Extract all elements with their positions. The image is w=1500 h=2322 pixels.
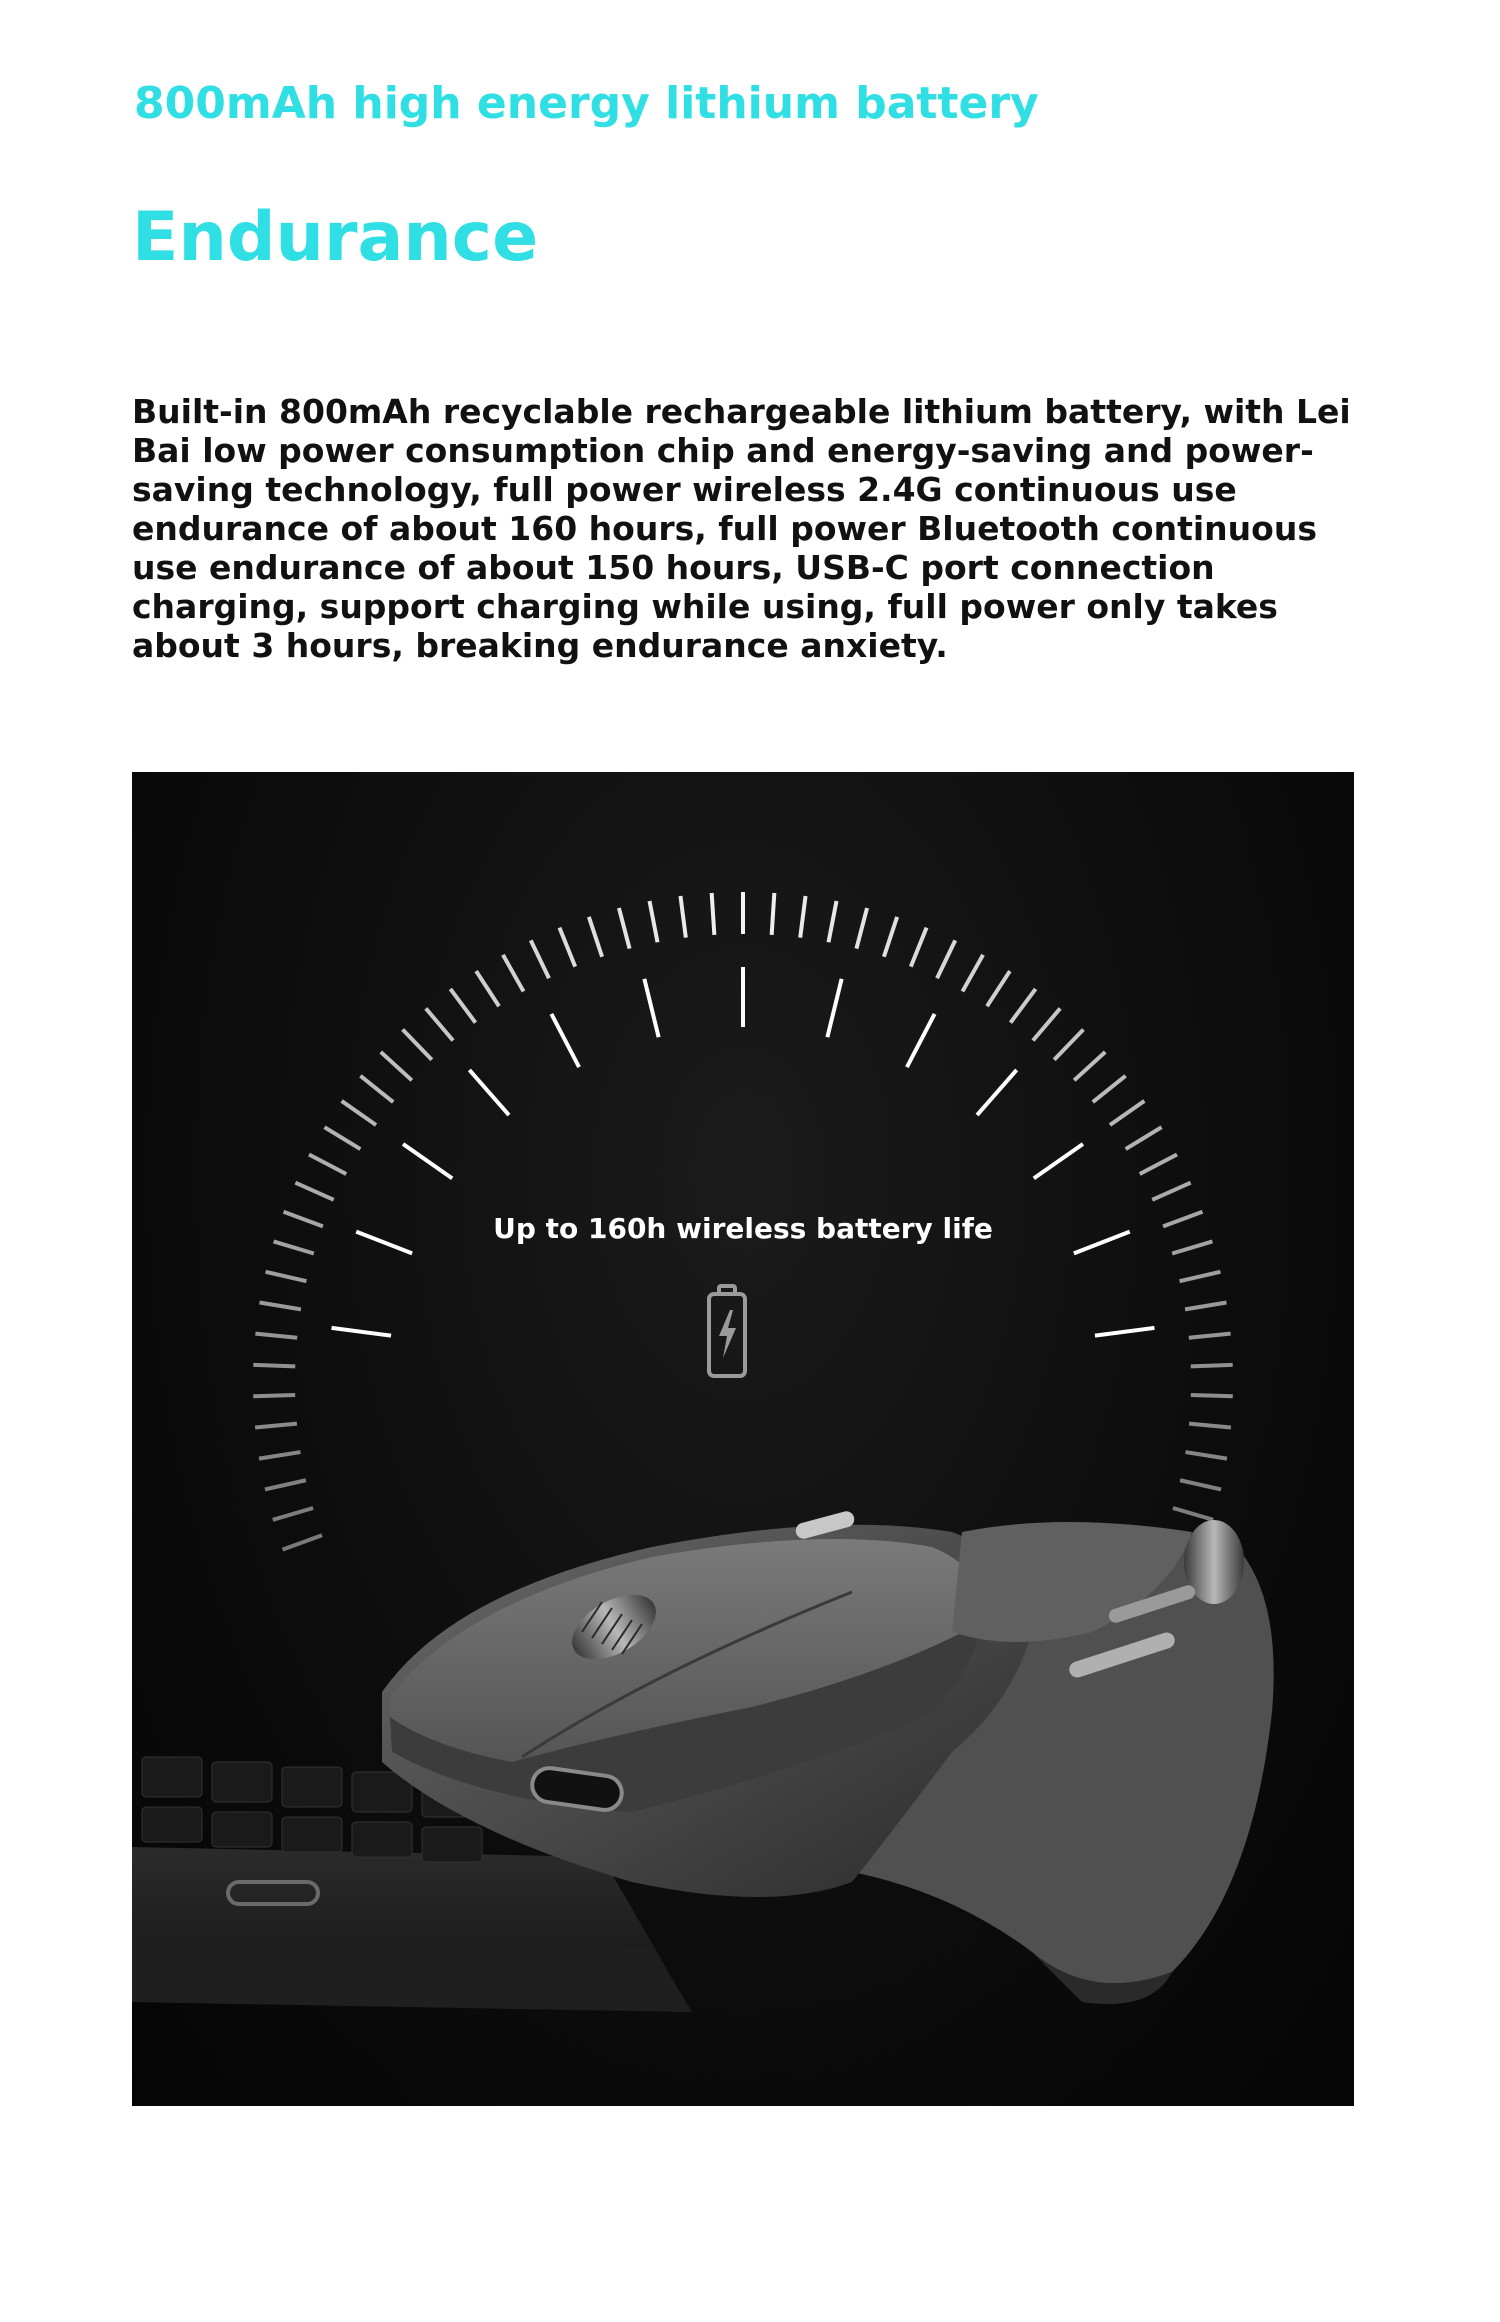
gauge-tick <box>828 901 836 942</box>
gauge-tick <box>937 940 955 978</box>
gauge-tick <box>712 893 715 935</box>
gauge-tick <box>259 1303 300 1310</box>
battery-life-caption: Up to 160h wireless battery life <box>493 1212 993 1245</box>
gauge-tick <box>1180 1480 1221 1489</box>
gauge-tick <box>1180 1272 1221 1281</box>
gauge-tick <box>987 971 1010 1006</box>
gauge-tick <box>884 917 897 957</box>
gauge-tick <box>1074 1052 1105 1080</box>
gauge-tick <box>381 1052 412 1080</box>
gauge-tick <box>342 1101 376 1125</box>
gauge-tick <box>324 1127 360 1149</box>
gauge-tick <box>1173 1508 1213 1520</box>
gauge-tick <box>1033 1008 1060 1040</box>
gauge-tick <box>589 917 602 957</box>
gauge-tick <box>1140 1154 1177 1174</box>
gauge-tick <box>1191 1395 1233 1396</box>
gauge-tick <box>856 908 867 949</box>
section-title: Endurance <box>132 198 539 277</box>
description-text: Built-in 800mAh recyclable rechargeable lithium battery, with Lei Bai low power consumption chip and energy-saving and power-saving technology, full power wireless 2.4G continuous use endurance of about 160 hours, full power Bluetooth continuous use endurance of about 150 hours, USB-C port connection charging, support charging while using, full power only takes about 3 hours, breaking endurance anxiety. <box>132 392 1351 665</box>
gauge-major-tick <box>644 979 658 1037</box>
gauge-tick <box>273 1508 313 1520</box>
gauge-major-tick <box>907 1014 935 1067</box>
gauge-tick <box>1054 1030 1083 1060</box>
gauge-tick <box>426 1008 453 1040</box>
gauge-tick <box>1110 1101 1144 1125</box>
gauge-major-tick <box>551 1014 579 1067</box>
gauge-tick <box>283 1535 322 1549</box>
gauge-tick <box>1189 1424 1231 1428</box>
gauge-major-tick <box>403 1144 452 1178</box>
gauge-tick <box>800 896 805 938</box>
gauge-tick <box>295 1183 333 1200</box>
gauge-tick <box>772 893 775 935</box>
gauge-major-tick <box>332 1328 391 1336</box>
gauge-tick <box>559 928 575 967</box>
gauge-tick <box>476 971 499 1006</box>
gauge-major-tick <box>977 1070 1017 1115</box>
gauge-tick <box>1011 989 1036 1023</box>
gauge-tick <box>503 955 524 992</box>
gauge-major-tick <box>469 1070 509 1115</box>
gauge-tick <box>360 1076 393 1102</box>
gauge-tick <box>1093 1076 1126 1102</box>
gauge-tick <box>650 901 658 942</box>
gauge-tick <box>266 1272 307 1281</box>
gauge-tick <box>1185 1303 1226 1310</box>
gauge-major-tick <box>1095 1328 1154 1336</box>
gauge-tick <box>253 1395 295 1396</box>
gauge-tick <box>962 955 983 992</box>
battery-charging-icon <box>709 1286 745 1376</box>
gauge-tick <box>619 908 630 949</box>
gauge-tick <box>255 1424 297 1428</box>
gauge-tick <box>309 1154 346 1174</box>
gauge-tick <box>1152 1183 1190 1200</box>
gauge-tick <box>1191 1365 1233 1366</box>
gauge-tick <box>403 1030 432 1060</box>
gauge-tick <box>265 1480 306 1489</box>
gauge-tick <box>450 989 475 1023</box>
gauge-tick <box>1185 1452 1226 1459</box>
gauge-tick <box>255 1334 297 1338</box>
gauge-tick <box>531 940 549 978</box>
gauge-tick <box>680 896 685 938</box>
product-photo <box>132 772 1354 2106</box>
gauge-tick <box>253 1365 295 1366</box>
gauge-major-tick <box>1034 1144 1083 1178</box>
gauge-tick <box>1189 1334 1231 1338</box>
gauge-tick <box>1126 1127 1162 1149</box>
product-illustration <box>132 772 1354 2106</box>
gauge-tick <box>259 1452 300 1459</box>
gauge-major-tick <box>827 979 841 1037</box>
section-subtitle: 800mAh high energy lithium battery <box>134 78 1039 129</box>
gauge-tick <box>911 928 927 967</box>
